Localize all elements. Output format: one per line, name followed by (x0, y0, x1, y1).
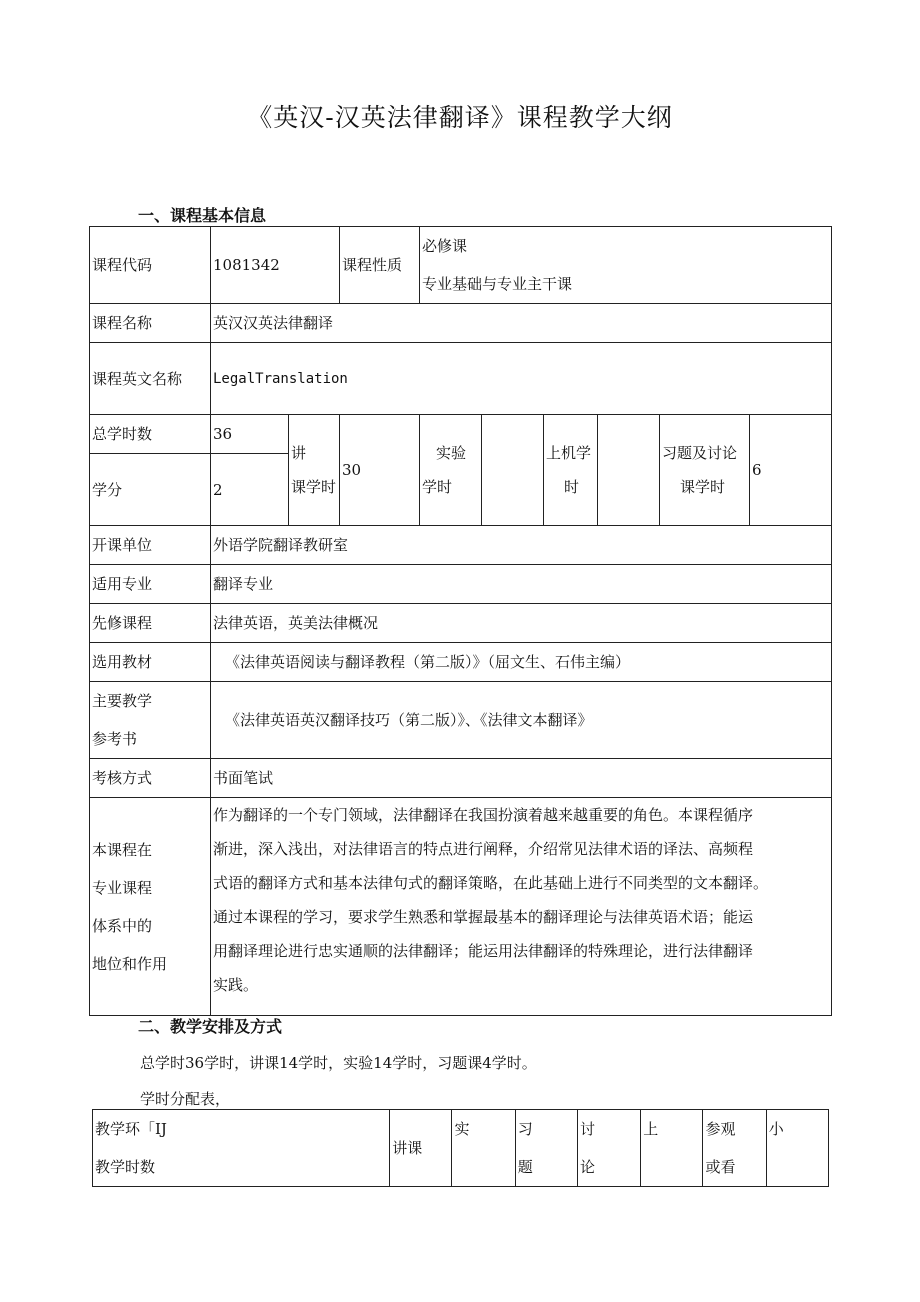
hours-allocation-table (92, 1109, 829, 1187)
alloc-header-cell: 教学环「IJ 教学时数 (93, 1110, 390, 1187)
dept-label: 开课单位 (90, 526, 211, 565)
role-line: 用翻译理论进行忠实通顺的法律翻译；能运用法律翻译的特殊理论，进行法律翻译 (213, 942, 754, 960)
lecture-hours-value: 30 (340, 415, 420, 526)
textbook-value: 《法律英语阅读与翻译教程（第二版）》（屈文生、石伟主编） (211, 643, 832, 682)
role-label: 本课程在 专业课程 体系中的 地位和作用 (90, 798, 211, 1016)
nature-value (420, 227, 832, 304)
role-line: 通过本课程的学习，要求学生熟悉和掌握最基本的翻译理论与法律英语术语；能运 (213, 908, 754, 926)
alloc-col-discuss: 讨 论 (577, 1110, 640, 1187)
exam-value: 书面笔试 (211, 759, 832, 798)
credit-value: 2 (211, 454, 289, 526)
alloc-col-visit: 参观 或看 (703, 1110, 766, 1187)
name-label: 课程名称 (90, 304, 211, 343)
exercise-hours-value: 6 (750, 415, 832, 526)
nature-line-1: 必修课 (422, 237, 468, 255)
role-line: 式语的翻译方式和基本法律句式的翻译策略，在此基础上进行不同类型的文本翻译。 (213, 874, 769, 892)
alloc-col-exercise: 习 题 (515, 1110, 577, 1187)
credit-label: 学分 (90, 454, 211, 526)
role-line: 实践。 (213, 976, 259, 994)
nature-line-2: 专业基础与专业主干课 (422, 275, 573, 293)
alloc-col-lecture: 讲课 (390, 1110, 452, 1187)
exercise-hours-label: 习题及讨论 课学时 (660, 415, 750, 526)
role-line: 作为翻译的一个专门领域，法律翻译在我国扮演着越来越重要的角色。本课程循序 (213, 806, 754, 824)
en-name-value: LegalTranslation (211, 343, 832, 415)
course-info-table (89, 226, 832, 1016)
total-hours-value: 36 (211, 415, 289, 454)
exam-label: 考核方式 (90, 759, 211, 798)
lab-hours-label: 实验 学时 (420, 415, 482, 526)
alloc-col-computer: 上 (641, 1110, 703, 1187)
prereq-label: 先修课程 (90, 604, 211, 643)
en-name-label: 课程英文名称 (90, 343, 211, 415)
nature-label: 课程性质 (340, 227, 420, 304)
major-label: 适用专业 (90, 565, 211, 604)
ref-label: 主要教学 参考书 (90, 682, 211, 759)
hours-summary: 总学时36学时，讲课14学时，实验14学时，习题课4学时。 (140, 1054, 537, 1072)
total-hours-label: 总学时数 (90, 415, 211, 454)
role-line: 渐进，深入浅出，对法律语言的特点进行阐释，介绍常见法律术语的译法、高频程 (213, 840, 754, 858)
page-title: 《英汉-汉英法律翻译》课程教学大纲 (247, 103, 673, 132)
lab-hours-value (482, 415, 544, 526)
name-value: 英汉汉英法律翻译 (211, 304, 832, 343)
lecture-hours-label: 讲 课学时 (289, 415, 340, 526)
computer-hours-value (598, 415, 660, 526)
alloc-col-lab: 实 (452, 1110, 515, 1187)
major-value: 翻译专业 (211, 565, 832, 604)
section-heading-basic-info: 一、课程基本信息 (138, 206, 267, 225)
allocation-table-caption: 学时分配表， (140, 1090, 231, 1108)
dept-value: 外语学院翻译教研室 (211, 526, 832, 565)
ref-value: 《法律英语英汉翻译技巧（第二版）》、《法律文本翻译》 (211, 682, 832, 759)
computer-hours-label: 上机学 时 (544, 415, 598, 526)
role-description (211, 798, 832, 1016)
textbook-label: 选用教材 (90, 643, 211, 682)
prereq-value: 法律英语，英美法律概况 (211, 604, 832, 643)
section-heading-teaching-arrangement: 二、教学安排及方式 (138, 1017, 283, 1036)
alloc-col-subtotal: 小 (766, 1110, 828, 1187)
code-value: 1081342 (211, 227, 340, 304)
code-label: 课程代码 (90, 227, 211, 304)
